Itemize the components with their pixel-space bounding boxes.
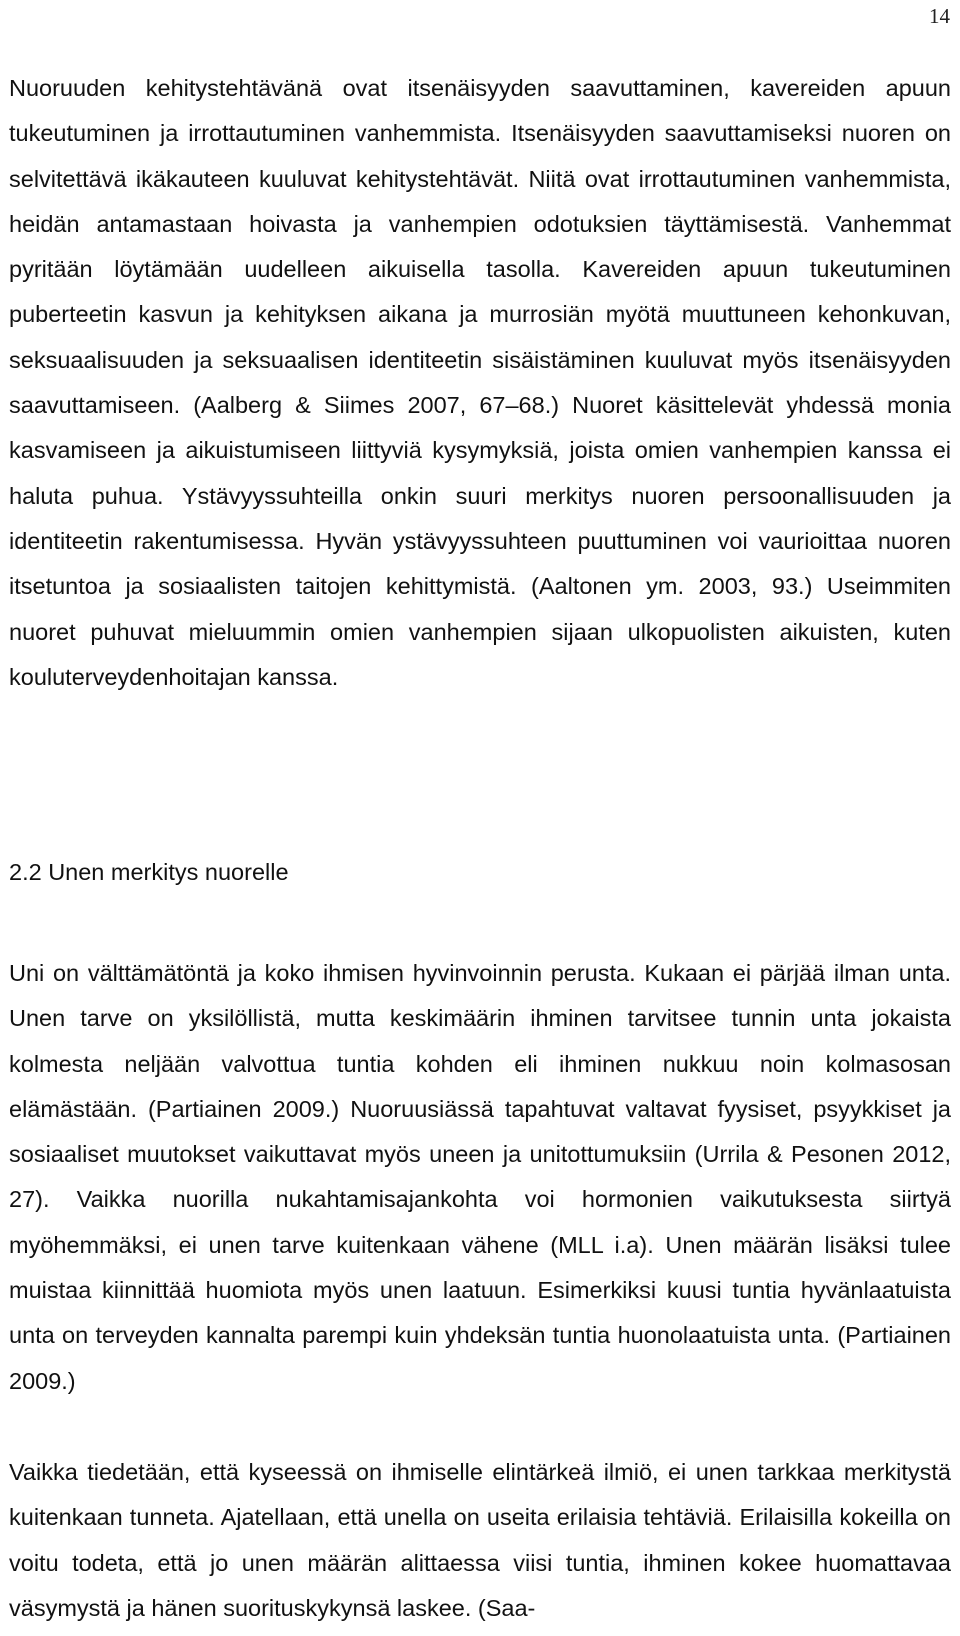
paragraph-adolescent-development: Nuoruuden kehitystehtävänä ovat itsenäisyyden saavuttaminen, kavereiden apuun tukeutuminen ja irrottautuminen vanhemmista. Itsenäisyyden saavuttamiseksi nuoren on selvitettävä ikäkauteen kuuluvat kehitystehtävät. Niitä ovat irrottautuminen vanhemmista, heidän antamastaan hoivasta ja vanhempien odotuksien täyttämisestä. Vanhemmat pyritään löytämään uudelleen aikuisella tasolla. Kavereiden apuun tukeutuminen puberteetin kasvun ja kehityksen aikana ja murrosiän myötä muuttuneen kehonkuvan, seksuaalisuuden ja seksuaalisen identiteetin sisäistäminen kuuluvat myös itsenäisyyden saavuttamiseen. (Aalberg & Siimes 2007, 67–68.) Nuoret käsittelevät yhdessä monia kasvamiseen ja aikuistumiseen liittyviä kysymyksiä, joista omien vanhempien kanssa ei haluta puhua. Ystävyyssuhteilla onkin suuri merkitys nuoren persoonallisuuden ja identiteetin rakentumisessa. Hyvän ystävyyssuhteen puuttuminen voi vaurioittaa nuoren itsetuntoa ja sosiaalisten taitojen kehittymistä. (Aaltonen ym. 2003, 93.) Useimmiten nuoret puhuvat mieluummin omien vanhempien sijaan ulkopuolisten aikuisten, kuten kouluterveydenhoitajan kanssa.: [9, 75, 951, 690]
paragraph-sleep-importance: Uni on välttämätöntä ja koko ihmisen hyvinvoinnin perusta. Kukaan ei pärjää ilman unta. Unen tarve on yksilöllistä, mutta keskimäärin ihminen tarvitsee tunnin unta jokaista kolmesta neljään valvottua tuntia kohden eli ihminen nukkuu noin kolmasosan elämästään. (Partiainen 2009.) Nuoruusiässä tapahtuvat valtavat fyysiset, psyykkiset ja sosiaaliset muutokset vaikuttavat myös uneen ja unitottumuksiin (Urrila & Pesonen 2012, 27). Vaikka nuorilla nukahtamisajankohta voi hormonien vaikutuksesta siirtyä myöhemmäksi, ei unen tarve kuitenkaan vähene (MLL i.a). Unen määrän lisäksi tulee muistaa kiinnittää huomiota myös unen laatuun. Esimerkiksi kuusi tuntia hyvänlaatuista unta on terveyden kannalta parempi kuin yhdeksän tuntia huonolaatuista unta. (Partiainen 2009.): [9, 960, 951, 1394]
paragraph-sleep-function: Vaikka tiedetään, että kyseessä on ihmiselle elintärkeä ilmiö, ei unen tarkkaa merkitystä kuitenkaan tunneta. Ajatellaan, että unella on useita erilaisia tehtäviä. Erilaisilla kokeilla on voitu todeta, että jo unen määrän alittaessa viisi tuntia, ihminen kokee huomattavaa väsymystä ja hänen suorituskykynsä laskee. (Saa-: [9, 1459, 951, 1621]
section-heading: 2.2 Unen merkitys nuorelle: [9, 859, 289, 885]
page-number: 14: [929, 4, 950, 28]
